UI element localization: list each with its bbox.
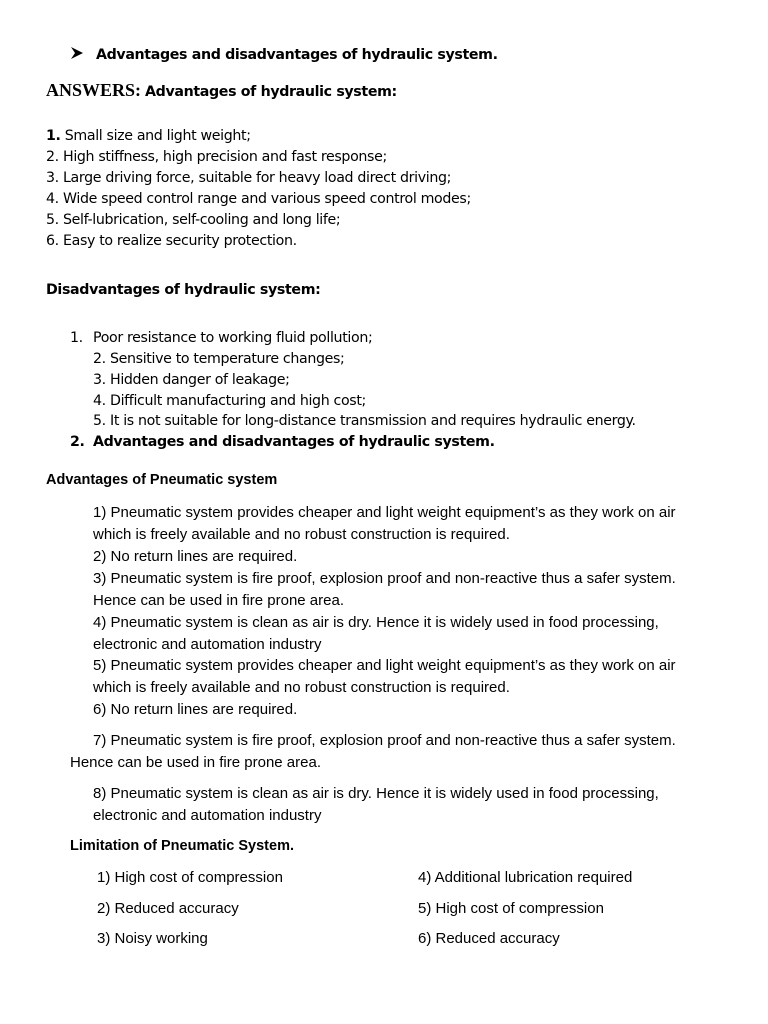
second-heading <box>70 434 495 450</box>
pneumatic-line-2: which is freely available and no robust construction is required. <box>93 526 510 543</box>
hydraulic-dis-item-1 <box>70 330 373 346</box>
hydraulic-adv-num-1: 1. <box>46 128 61 144</box>
hydraulic-dis-num-1: 1. <box>70 330 83 346</box>
hydraulic-adv-item-6: 6. Easy to realize security protection. <box>46 233 297 249</box>
second-heading-num: 2. <box>70 434 85 450</box>
pneumatic-line-14: electronic and automation industry <box>93 807 322 824</box>
pneumatic-line-3: 2) No return lines are required. <box>93 548 298 565</box>
pneumatic-line-13: 8) Pneumatic system is clean as air is dry. Hence it is widely used in food processing, <box>93 785 659 802</box>
pneumatic-line-11: 7) Pneumatic system is fire proof, explosion proof and non-reactive thus a safer system. <box>93 732 676 749</box>
pneumatic-line-9: which is freely available and no robust construction is required. <box>93 679 510 696</box>
hydraulic-dis-item-5: 5. It is not suitable for long-distance transmission and requires hydraulic energy. <box>93 413 636 429</box>
hydraulic-adv-item-1 <box>46 128 251 144</box>
pneumatic-line-1: 1) Pneumatic system provides cheaper and light weight equipment’s as they work on air <box>93 504 676 521</box>
hydraulic-dis-text-1: Poor resistance to working fluid pollution; <box>93 330 373 346</box>
hydraulic-adv-text-1: Small size and light weight; <box>64 128 251 144</box>
pneumatic-line-5: Hence can be used in fire prone area. <box>93 592 344 609</box>
limitation-item-6: 6) Reduced accuracy <box>418 930 560 947</box>
limitation-item-3: 3) Noisy working <box>97 930 208 947</box>
answers-heading <box>46 80 397 101</box>
limitation-heading: Limitation of Pneumatic System. <box>70 838 294 854</box>
pneumatic-line-6: 4) Pneumatic system is clean as air is dry. Hence it is widely used in food processing, <box>93 614 659 631</box>
answers-prefix: ANSWERS: <box>46 80 142 100</box>
limitation-item-1: 1) High cost of compression <box>97 869 283 886</box>
limitation-item-5: 5) High cost of compression <box>418 900 604 917</box>
second-heading-text: Advantages and disadvantages of hydraulic system. <box>93 434 495 450</box>
limitation-item-4: 4) Additional lubrication required <box>418 869 633 886</box>
hydraulic-adv-item-5: 5. Self-lubrication, self-cooling and long life; <box>46 212 341 228</box>
hydraulic-adv-item-2: 2. High stiffness, high precision and fast response; <box>46 149 387 165</box>
pneumatic-heading: Advantages of Pneumatic system <box>46 472 278 488</box>
hydraulic-dis-item-3: 3. Hidden danger of leakage; <box>93 372 290 388</box>
hydraulic-adv-item-4: 4. Wide speed control range and various speed control modes; <box>46 191 471 207</box>
hydraulic-dis-item-4: 4. Difficult manufacturing and high cost; <box>93 393 366 409</box>
pneumatic-line-8: 5) Pneumatic system provides cheaper and light weight equipment’s as they work on air <box>93 657 676 674</box>
pneumatic-line-10: 6) No return lines are required. <box>93 701 298 718</box>
pneumatic-line-12: Hence can be used in fire prone area. <box>70 754 321 771</box>
pneumatic-line-7: electronic and automation industry <box>93 636 322 653</box>
hydraulic-dis-item-2: 2. Sensitive to temperature changes; <box>93 351 345 367</box>
hydraulic-adv-item-3: 3. Large driving force, suitable for heavy load direct driving; <box>46 170 452 186</box>
answers-title: Advantages of hydraulic system: <box>145 84 397 100</box>
disadvantages-heading: Disadvantages of hydraulic system: <box>46 282 321 298</box>
main-heading <box>70 45 498 63</box>
arrow-bullet-icon <box>70 46 84 60</box>
pneumatic-line-4: 3) Pneumatic system is fire proof, explosion proof and non-reactive thus a safer system. <box>93 570 676 587</box>
main-heading-text: Advantages and disadvantages of hydraulic system. <box>96 47 498 63</box>
limitation-item-2: 2) Reduced accuracy <box>97 900 239 917</box>
